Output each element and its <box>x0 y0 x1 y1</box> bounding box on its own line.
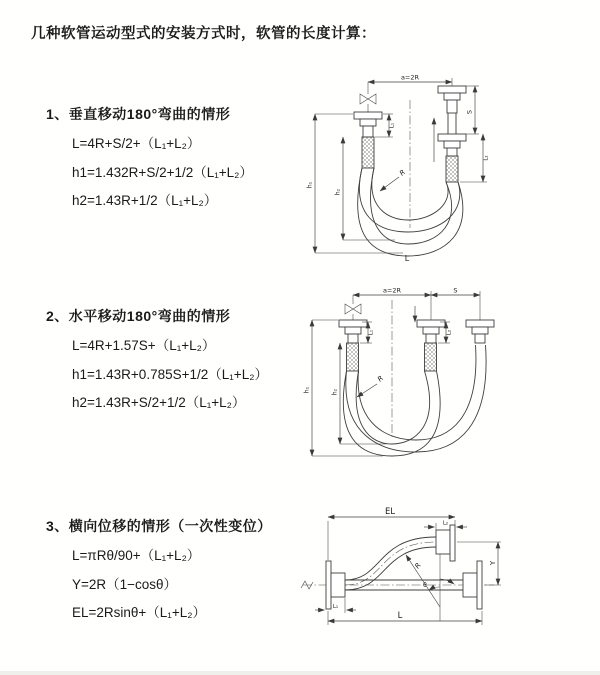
dim-label-r: R <box>413 561 423 571</box>
formula-line: L=πRθ/90+（L₁+L₂） <box>72 548 201 563</box>
dim-label-l1: L₁ <box>389 122 396 129</box>
d3-dimensions <box>315 507 501 625</box>
dim-label-h1: h₁ <box>306 181 314 189</box>
diagram-horizontal-180-bend <box>298 278 598 463</box>
page-title: 几种软管运动型式的安装方式时，软管的长度计算： <box>31 26 376 42</box>
d1-dimensions <box>307 74 490 264</box>
dim-label-r: R <box>398 168 408 178</box>
diagram-vertical-180-bend <box>303 70 593 265</box>
valve-icon <box>360 82 376 112</box>
dim-label-l1: L₁ <box>332 604 339 610</box>
dim-label-s: S <box>453 286 458 295</box>
formula-line: EL=2Rsinθ+（L₁+L₂） <box>72 605 206 620</box>
section2-formulas <box>72 332 268 418</box>
d2-middle-fitting <box>417 320 445 371</box>
dim-label-l2: L₂ <box>483 155 490 161</box>
dim-label-r: R <box>376 374 386 384</box>
d1-left-fitting <box>354 112 382 168</box>
dim-label-el: EL <box>384 507 396 517</box>
page-edge <box>0 671 600 675</box>
section3-heading: 3、横向位移的情形（一次性变位） <box>46 518 272 534</box>
dim-label-a2r: a=2R <box>400 73 420 82</box>
d3-left-flange <box>326 561 345 609</box>
section1-formulas <box>72 130 253 216</box>
dim-label-l2: L₂ <box>442 520 449 527</box>
d2-right-fitting <box>466 320 494 343</box>
formula-line: L=4R+1.57S+（L₁+L₂） <box>72 338 216 353</box>
formula-line: h1=1.43R+0.785S+1/2（L₁+L₂） <box>72 366 268 382</box>
formula-line: h2=1.43R+1/2（L₁+L₂） <box>72 193 218 208</box>
d1-right-fittings <box>438 86 466 182</box>
d2-left-fitting <box>339 320 367 371</box>
d3-upper-right-flange <box>436 525 455 561</box>
section3-formulas <box>72 542 206 628</box>
dim-label-y: Y <box>489 560 497 566</box>
section2-heading: 2、水平移动180°弯曲的情形 <box>46 308 231 324</box>
dim-label-h1: h₁ <box>303 386 311 394</box>
formula-line: L=4R+S/2+（L₁+L₂） <box>72 136 201 151</box>
dim-label-h2: h₂ <box>334 188 342 196</box>
dim-label-a2r: a=2R <box>382 286 402 295</box>
formula-line: Y=2R（1−cosθ） <box>72 576 178 592</box>
dim-label-l2: L₂ <box>446 329 453 336</box>
dim-label-l1: L₁ <box>368 329 375 336</box>
dim-label-l: L <box>397 611 403 621</box>
dim-label-l: L <box>404 254 410 263</box>
d2-hose-loops <box>343 345 486 456</box>
d3-lower-right-flange <box>463 561 482 609</box>
section1-heading: 1、垂直移动180°弯曲的情形 <box>46 106 231 122</box>
dim-label-theta: θ <box>423 582 427 589</box>
dim-label-h2: h₂ <box>331 388 339 396</box>
pipe-break-icon <box>301 581 313 589</box>
dim-label-s: S <box>465 109 474 115</box>
valve-icon <box>345 295 361 320</box>
formula-line: h2=1.43R+S/2+1/2（L₁+L₂） <box>72 395 246 410</box>
diagram-lateral-displacement <box>298 497 598 647</box>
formula-line: h1=1.432R+S/2+1/2（L₁+L₂） <box>72 164 253 180</box>
